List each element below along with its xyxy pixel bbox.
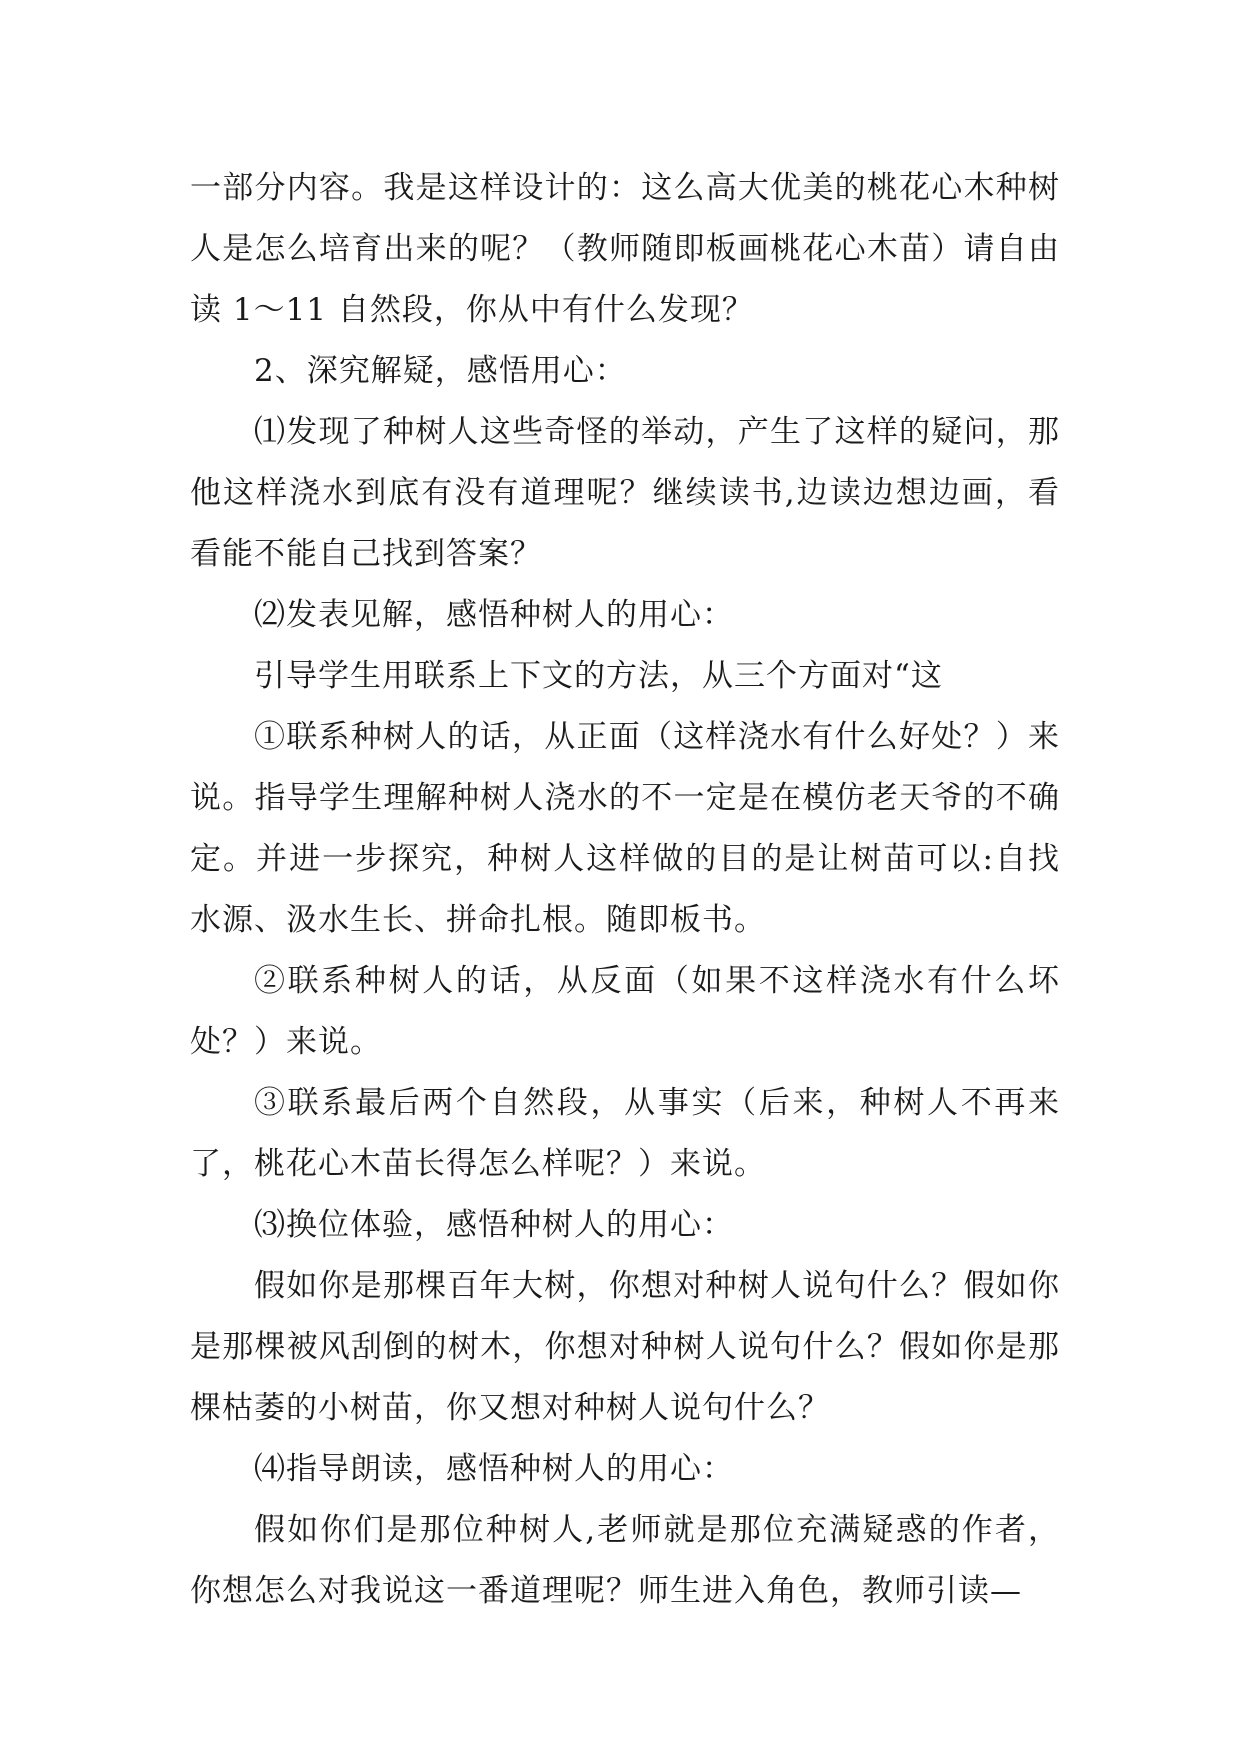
paragraph-guide: 引导学生用联系上下文的方法，从三个方面对“这: [254, 658, 943, 694]
paragraph-intro: 一部分内容。我是这样设计的：这么高大优美的桃花心木种树人是怎么培育出来的呢？（教师随即板画桃花心木苗）请自由读 1～11 自然段，你从中有什么发现？: [190, 170, 1060, 328]
paragraph-step-1: ⑴发现了种树人这些奇怪的举动，产生了这样的疑问，那他这样浇水到底有没有道理呢？继续读书,边读边想边画，看看能不能自己找到答案？: [190, 414, 1060, 572]
document-body: [190, 158, 1060, 1622]
paragraph-step-2-heading: ⑵发表见解，感悟种树人的用心：: [254, 597, 734, 633]
paragraph-point-3: ③联系最后两个自然段，从事实（后来，种树人不再来了，桃花心木苗长得怎么样呢？）来说。: [190, 1085, 1060, 1182]
paragraph-step-3-heading: ⑶换位体验，感悟种树人的用心：: [254, 1207, 734, 1243]
paragraph-reading-guide: 假如你们是那位种树人,老师就是那位充满疑惑的作者，你想怎么对我说这一番道理呢？师生进入角色，教师引读—: [190, 1512, 1060, 1609]
section-heading-explore: 2、深究解疑，感悟用心：: [254, 353, 627, 389]
paragraph-role-play: 假如你是那棵百年大树，你想对种树人说句什么？假如你是那棵被风刮倒的树木，你想对种树人说句什么？假如你是那棵枯萎的小树苗，你又想对种树人说句什么？: [190, 1268, 1060, 1426]
paragraph-step-4-heading: ⑷指导朗读，感悟种树人的用心：: [254, 1451, 734, 1487]
paragraph-point-2: ②联系种树人的话，从反面（如果不这样浇水有什么坏处？）来说。: [190, 963, 1060, 1060]
paragraph-point-1: ①联系种树人的话，从正面（这样浇水有什么好处？）来说。指导学生理解种树人浇水的不一定是在模仿老天爷的不确定。并进一步探究，种树人这样做的目的是让树苗可以:自找水源、汲水生长、拼命扎根。随即板书。: [190, 719, 1060, 938]
